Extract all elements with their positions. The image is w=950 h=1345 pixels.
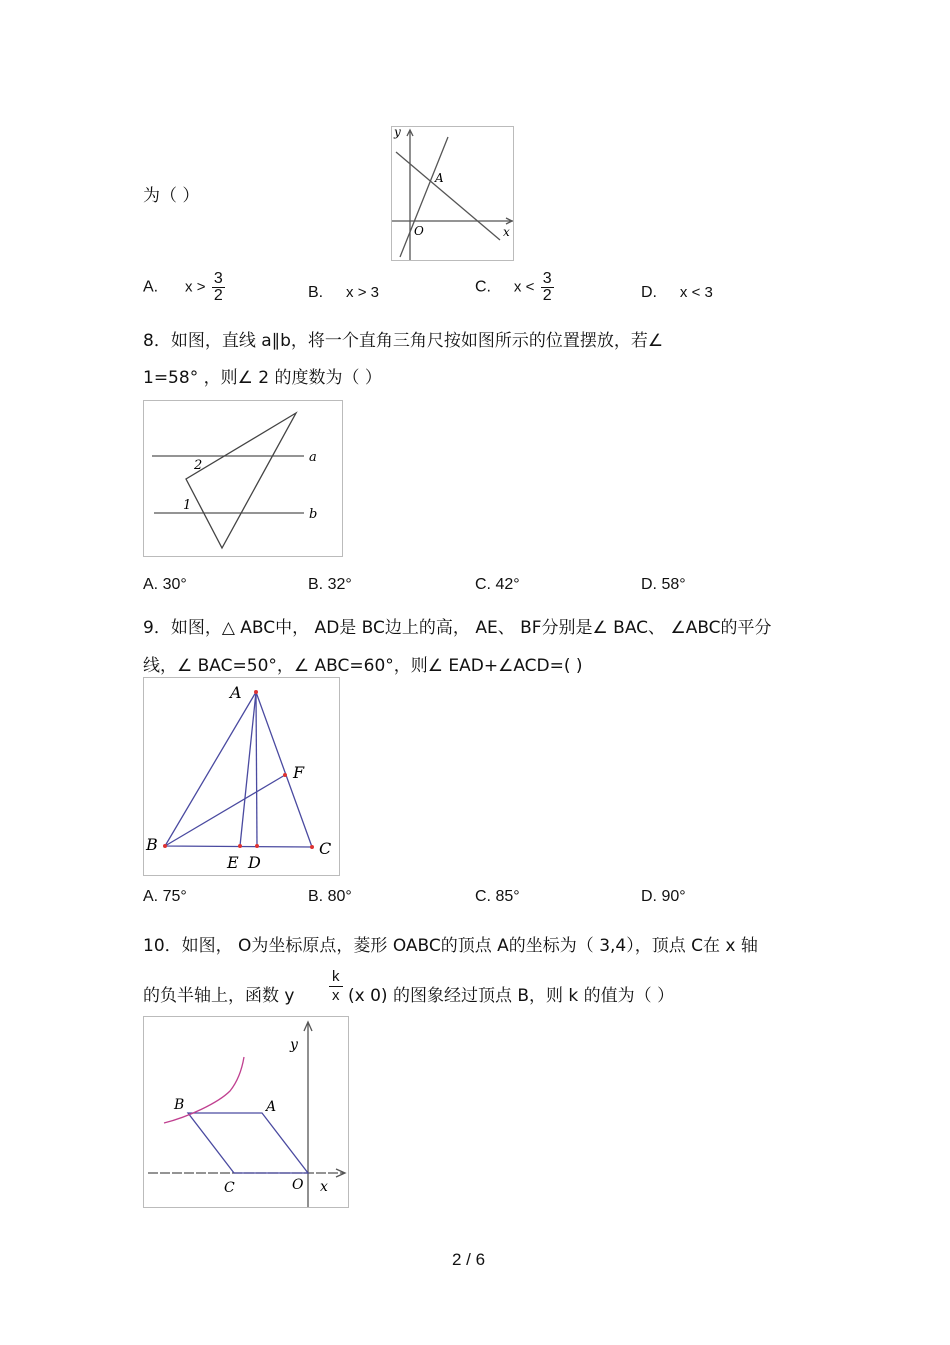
q7-option-b: [308, 284, 379, 302]
q8-triangle: [186, 413, 296, 548]
q9-stem-line-1: 9．如图，△ ABC中， AD是 BC边上的高， AE、 BF分别是∠ BAC、 ∠ABC的平分: [143, 618, 772, 638]
q7-option-c-den: 2: [542, 287, 552, 304]
q8-figure: [143, 400, 343, 557]
q7-line-1: [400, 137, 448, 257]
q7-figure: [391, 126, 514, 261]
q10-stem-line-1: 10．如图， O为坐标原点，菱形 OABC的顶点 A的坐标为（ 3,4），顶点 C在 x 轴: [143, 936, 758, 956]
q8-label-angle-2: 2: [194, 458, 203, 473]
q9-label-a: A: [230, 683, 242, 702]
q7-option-a-label: A.: [143, 278, 159, 296]
q10-y-label: y: [290, 1037, 298, 1053]
q7-y-label: y: [394, 127, 401, 139]
q9-altitude-ad: [256, 692, 257, 846]
q9-label-e: E: [227, 853, 239, 872]
q10-label-a: A: [266, 1099, 277, 1115]
q9-bisector-bf: [165, 775, 285, 846]
q10-stem-line-2b: (x 0) 的图象经过顶点 B，则 k 的值为（ ）: [348, 986, 675, 1006]
q8-stem-line-2: 1=58° ，则∠ 2 的度数为（ ）: [143, 368, 382, 388]
q7-option-d: [641, 284, 713, 302]
q10-function-fraction: [329, 968, 343, 1005]
q10-x-label: x: [320, 1179, 328, 1195]
q10-origin-label: O: [292, 1177, 304, 1193]
page-number: 2 / 6: [452, 1250, 486, 1269]
q9-option-d: D. 90°: [641, 888, 686, 905]
q7-option-a-den: 2: [213, 287, 223, 304]
q7-option-a-fraction: [212, 271, 225, 304]
q7-tail-text: 为（ ）: [143, 186, 200, 206]
q7-option-c-num: 3: [542, 270, 552, 287]
q8-label-b: b: [309, 507, 318, 522]
q7-option-d-expr: x < 3: [679, 284, 713, 301]
q10-rhombus: [188, 1113, 308, 1173]
q7-option-a-expr: x >: [185, 278, 206, 296]
q8-label-a: a: [309, 450, 317, 465]
q9-triangle-abc: [165, 692, 312, 847]
q10-fraction-den: x: [332, 987, 340, 1004]
q9-option-a: A. 75°: [143, 888, 187, 905]
q10-figure: [143, 1016, 349, 1208]
q9-label-f: F: [293, 763, 305, 782]
q10-fraction-num: k: [329, 968, 343, 987]
q7-option-b-label: B.: [308, 284, 324, 301]
q9-label-c: C: [319, 839, 332, 858]
q8-label-angle-1: 1: [183, 498, 192, 513]
q7-x-label: x: [503, 225, 510, 239]
q10-stem-line-2a: 的负半轴上，函数 y: [143, 986, 295, 1006]
q10-label-c: C: [224, 1180, 235, 1196]
q8-option-c: C. 42°: [475, 576, 520, 593]
q9-option-c: C. 85°: [475, 888, 520, 905]
q7-option-c: [475, 271, 554, 304]
q7-point-a-label: A: [435, 171, 444, 185]
q7-option-d-label: D.: [641, 284, 657, 301]
q10-label-b: B: [174, 1097, 185, 1113]
q9-label-d: D: [248, 853, 261, 872]
q8-option-b: B. 32°: [308, 576, 352, 593]
q7-option-c-label: C.: [475, 278, 491, 296]
q7-origin-label: O: [414, 224, 424, 238]
q7-option-a-num: 3: [213, 270, 223, 287]
q9-option-b: B. 80°: [308, 888, 352, 905]
q7-option-c-fraction: [541, 271, 554, 304]
q8-option-d: D. 58°: [641, 576, 686, 593]
q8-stem-line-1: 8．如图，直线 a∥b，将一个直角三角尺按如图所示的位置摆放，若∠: [143, 331, 664, 351]
q9-figure: [143, 677, 340, 876]
q9-label-b: B: [146, 835, 158, 854]
q9-stem-line-2: 线，∠ BAC=50°，∠ ABC=60°，则∠ EAD+∠ACD=( ): [143, 656, 583, 676]
q7-option-a: [143, 271, 225, 304]
q8-option-a: A. 30°: [143, 576, 187, 593]
q7-option-c-expr: x <: [513, 278, 535, 296]
q7-option-b-expr: x > 3: [346, 284, 379, 301]
